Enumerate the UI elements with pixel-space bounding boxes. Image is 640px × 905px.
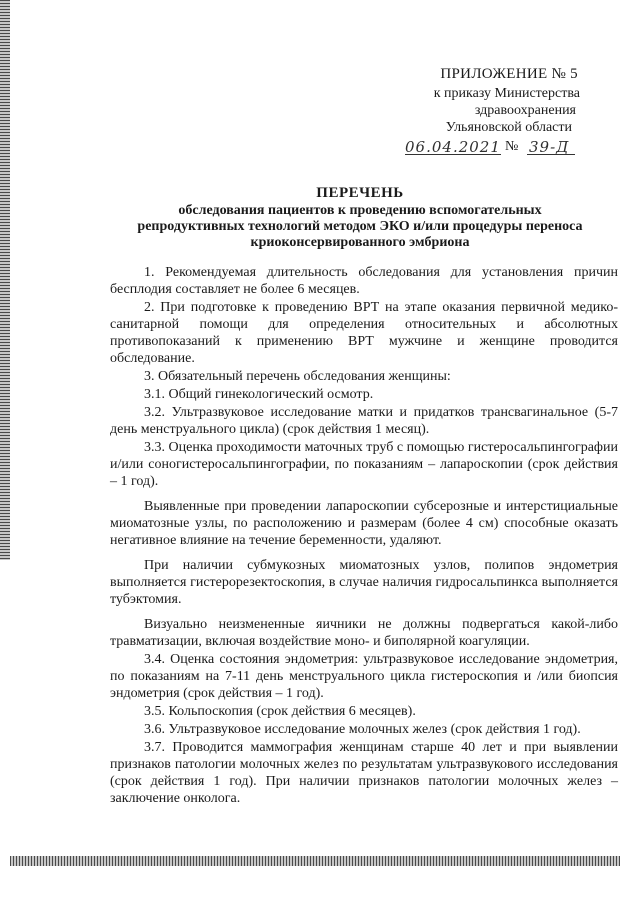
scan-edge-left	[0, 0, 10, 560]
paragraph: Визуально неизмененные яичники не должны подвергаться какой-либо травматизации, включая воздействие моно- и биполярной коагуляции.	[110, 617, 618, 649]
document-body	[110, 264, 618, 808]
paragraph: 3. Обязательный перечень обследования женщины:	[144, 369, 451, 384]
paragraph: 3.4. Оценка состояния эндометрия: ультразвуковое исследование эндометрия, по показаниям на 7-11 день менструального цикла гистероскопия и /или биопсия эндометрия (срок действия – 1 год).	[110, 652, 618, 701]
order-number: 39-Д	[529, 138, 570, 156]
title-line-3: криоконсервированного эмбриона	[250, 235, 470, 250]
paragraph: 3.2. Ультразвуковое исследование матки и придатков трансвагинальное (5-7 день менструального цикла) (срок действия 1 месяц).	[110, 405, 618, 437]
paragraph: Выявленные при проведении лапароскопии субсерозные и интерстициальные миоматозные узлы, по расположению и размерам (более 4 см) способные оказать негативное влияние на течение беременности, удаляют.	[110, 499, 618, 548]
order-number-underline	[527, 154, 575, 155]
paragraph: 2. При подготовке к проведению ВРТ на этапе оказания первичной медико-санитарной помощи для определения относительных и абсолютных противопоказаний к применению ВРТ мужчине и женщине проводится обследование.	[110, 300, 618, 366]
document-title	[110, 185, 610, 251]
order-number-sign: №	[505, 139, 519, 154]
appendix-header	[360, 66, 592, 136]
paragraph: 3.6. Ультразвуковое исследование молочных желез (срок действия 1 год).	[144, 722, 581, 737]
paragraph: 3.1. Общий гинекологический осмотр.	[144, 387, 374, 402]
paragraph: 3.7. Проводится маммография женщинам старше 40 лет и при выявлении признаков патологии молочных желез по результатам ультразвукового исследования (срок действия 1 год). При наличии признаков патологии молочных желез – заключение онколога.	[110, 740, 618, 806]
order-date: 06.04.2021	[405, 138, 501, 156]
title-line-2: репродуктивных технологий методом ЭКО и/или процедуры переноса	[137, 219, 583, 234]
header-line-3: Ульяновской области	[445, 120, 572, 135]
paragraph: При наличии субмукозных миоматозных узлов, полипов эндометрия выполняется гистерорезектоскопия, в случае наличия гидросальпинкса выполняется тубэктомия.	[110, 558, 618, 607]
order-date-underline	[405, 154, 501, 155]
title-main: ПЕРЕЧЕНЬ	[316, 185, 404, 201]
appendix-title: ПРИЛОЖЕНИЕ № 5	[440, 66, 578, 82]
header-line-2: здравоохранения	[474, 103, 576, 118]
header-line-1: к приказу Министерства	[433, 86, 580, 101]
title-line-1: обследования пациентов к проведению вспомогательных	[178, 203, 542, 218]
paragraph: 3.5. Кольпоскопия (срок действия 6 месяцев).	[144, 704, 416, 719]
paragraph: 1. Рекомендуемая длительность обследования для установления причин бесплодия составляет не более 6 месяцев.	[110, 265, 618, 297]
paragraph: 3.3. Оценка проходимости маточных труб с помощью гистеросальпингографии и/или соногистеросальпингографии, по показаниям – лапароскопии (срок действия – 1 год).	[110, 440, 618, 489]
scan-edge-bottom	[10, 856, 620, 866]
